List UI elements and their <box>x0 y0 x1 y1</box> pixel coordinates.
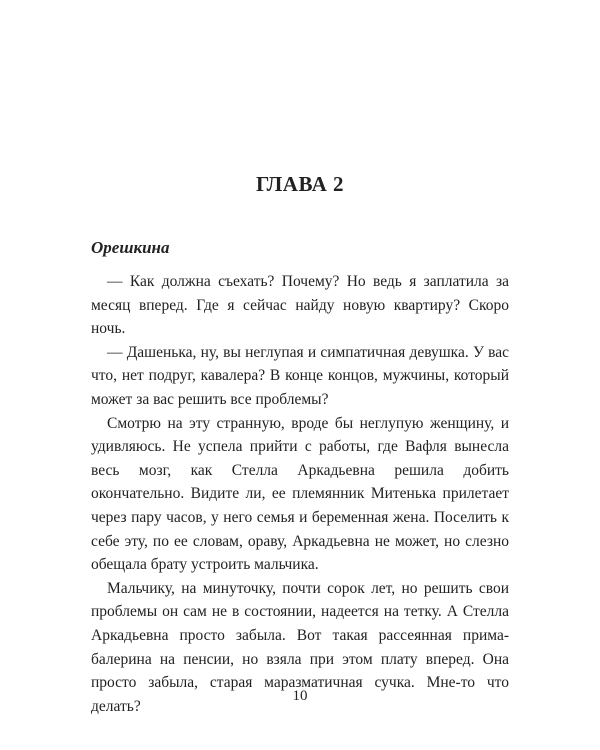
page-number: 10 <box>292 688 308 704</box>
paragraph: Мальчику, на минуточку, почти сорок лет, но решить свои проблемы он сам не в состоянии, надеется на тетку. А Стелла Аркадьевна просто забыла. Вот такая рассеянная прима-балерина на пенсии, но взяла при этом плату вперед. Она просто забыла, старая маразматичная сучка. Мне-то что делать? <box>91 579 509 715</box>
paragraph: — Как должна съехать? Почему? Но ведь я заплатила за месяц вперед. Где я сейчас найду новую квартиру? Скоро ночь. <box>91 273 509 338</box>
chapter-title: ГЛАВА 2 <box>255 172 345 196</box>
body-text <box>91 270 509 718</box>
section-title: Орешкина <box>91 238 170 257</box>
paragraph: Смотрю на эту странную, вроде бы неглупую женщину, и удивляюсь. Не успела прийти с работы, где Вафля вынесла весь мозг, как Стелла Аркадьевна решила добить окончательно. Видите ли, ее племянник Митенька прилетает через пару часов, у него семья и беременная жена. Поселить к себе эту, по ее словам, ораву, Аркадьевна не может, но слезно обещала брату устроить мальчика. <box>91 414 509 574</box>
paragraph: — Дашенька, ну, вы неглупая и симпатичная девушка. У вас что, нет подруг, кавалера? В конце концов, мужчины, который может за вас решить все проблемы? <box>91 343 509 408</box>
